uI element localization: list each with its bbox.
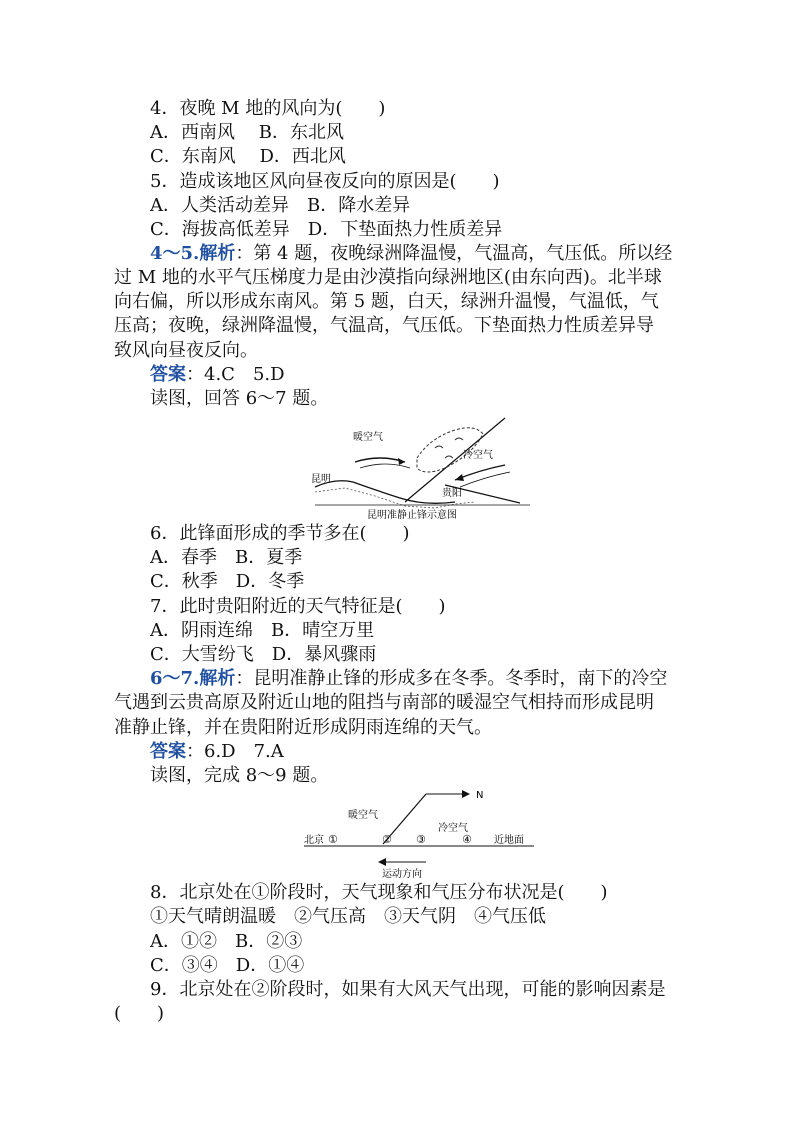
cold-air-label: 冷空气 — [438, 823, 468, 834]
motion-direction-label: 运动方向 — [382, 869, 422, 880]
beijing-label: 北京 — [304, 835, 324, 846]
answer-6-7: 答案：6.D 7.A — [150, 741, 284, 762]
kunming-front-figure — [305, 410, 535, 525]
explanation-label: 6～7.解析 — [150, 668, 236, 689]
q5-stem: 5．造成该地区风向昼夜反向的原因是( ) — [150, 171, 500, 192]
read-instruction-6-7: 读图，回答 6～7 题。 — [150, 388, 329, 409]
kunming-label: 昆明 — [311, 474, 331, 485]
cold-air-label: 冷空气 — [463, 450, 493, 461]
front-movement-figure — [298, 784, 538, 880]
answer-4-5: 答案：4.C 5.D — [150, 364, 285, 385]
q5-options-ab: A．人类活动差异 B．降水差异 — [150, 195, 411, 216]
q7-options-cd: C．大雪纷飞 D．暴风骤雨 — [150, 644, 377, 665]
guiyang-label: 贵阳 — [442, 488, 462, 499]
q7-stem: 7．此时贵阳附近的天气特征是( ) — [150, 596, 446, 617]
stage-2-label: ② — [382, 833, 392, 846]
q8-options-ab: A．①② B．②③ — [150, 931, 303, 952]
north-label: N — [476, 790, 484, 801]
explanation-6-7-line-2: 气遇到云贵高原及附近山地的阻挡与南部的暖湿空气相持而形成昆明 — [114, 692, 654, 713]
q4-options-cd: C．东南风 D．西北风 — [150, 146, 346, 167]
explanation-4-5-line-3: 向右偏，所以形成东南风。第 5 题，白天，绿洲升温慢，气温低，气 — [114, 291, 659, 312]
q9-stem-bracket: ( ) — [114, 1003, 165, 1024]
warm-air-label: 暖空气 — [353, 432, 383, 443]
figure-caption: 昆明准静止锋示意图 — [367, 510, 457, 521]
q5-options-cd: C．海拔高低差异 D．下垫面热力性质差异 — [150, 219, 503, 240]
explanation-6-7-line-3: 准静止锋，并在贵阳附近形成阴雨连绵的天气。 — [114, 717, 492, 738]
explanation-4-5-line-4: 压高；夜晚，绿洲降温慢，气温高，气压低。下垫面热力性质差异导 — [114, 315, 654, 336]
q7-options-ab: A．阴雨连绵 B．晴空万里 — [150, 620, 375, 641]
explanation-4-5-line-5: 致风向昼夜反向。 — [114, 340, 258, 361]
q8-stem: 8．北京处在①阶段时，天气现象和气压分布状况是( ) — [150, 882, 608, 903]
q8-options-cd: C．③④ D．①④ — [150, 955, 305, 976]
stage-4-label: ④ — [462, 833, 472, 846]
read-instruction-8-9: 读图，完成 8～9 题。 — [150, 765, 329, 786]
explanation-label: 4～5.解析 — [150, 243, 236, 264]
q6-stem: 6．此锋面形成的季节多在( ) — [150, 523, 410, 544]
stage-3-label: ③ — [416, 833, 426, 846]
q4-options-ab: A．西南风 B．东北风 — [150, 122, 344, 143]
q6-options-cd: C．秋季 D．冬季 — [150, 571, 305, 592]
ground-label: 近地面 — [494, 835, 524, 846]
answer-label: 答案 — [150, 364, 186, 385]
warm-air-label: 暖空气 — [348, 810, 378, 821]
q9-stem: 9．北京处在②阶段时，如果有大风天气出现，可能的影响因素是 — [150, 979, 666, 1000]
stage-1-label: ① — [328, 833, 338, 846]
answer-label: 答案 — [150, 741, 186, 762]
explanation-4-5-line-2: 过 M 地的水平气压梯度力是由沙漠指向绿洲地区(由东向西)。北半球 — [114, 267, 662, 288]
q6-options-ab: A．春季 B．夏季 — [150, 547, 303, 568]
q4-stem: 4．夜晚 M 地的风向为( ) — [150, 98, 386, 119]
q8-choices: ①天气晴朗温暖 ②气压高 ③天气阴 ④气压低 — [150, 906, 546, 927]
explanation-6-7-line-1: 6～7.解析：昆明准静止锋的形成多在冬季。冬季时，南下的冷空 — [150, 668, 668, 689]
explanation-4-5-line-1: 4～5.解析：第 4 题，夜晚绿洲降温慢，气温高，气压低。所以经 — [150, 243, 673, 264]
